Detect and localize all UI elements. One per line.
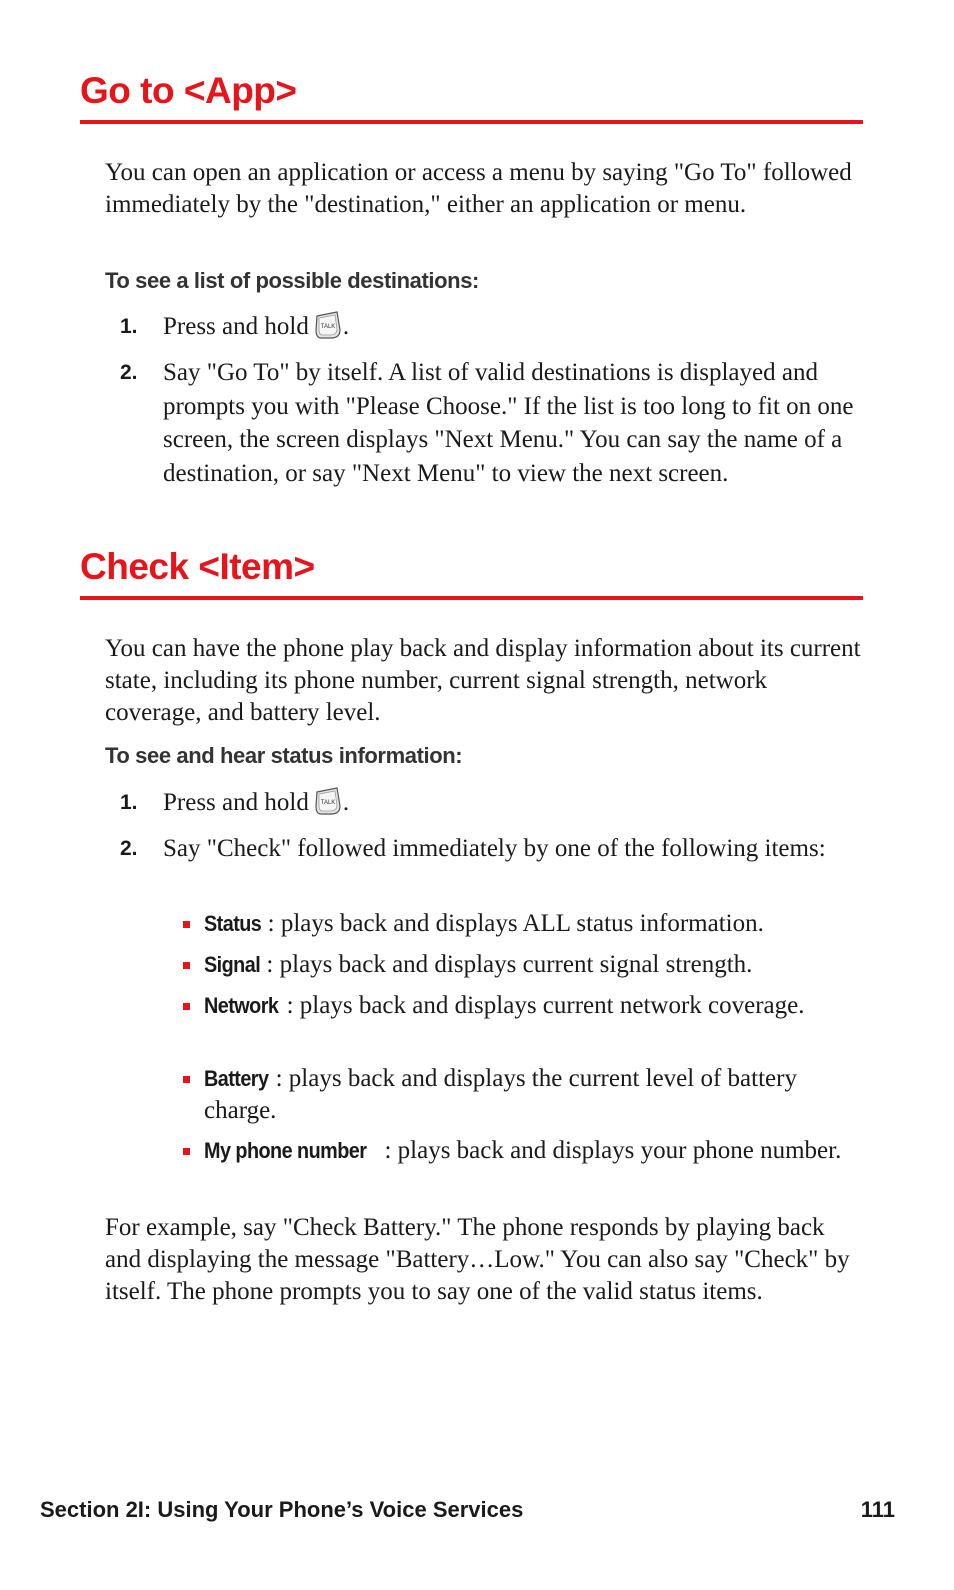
status-item-text [204, 990, 865, 1022]
status-item-desc: : plays back and displays your phone number. [384, 1137, 842, 1164]
status-item-desc: : plays back and displays current network coverage. [286, 992, 805, 1019]
step-text [163, 310, 865, 344]
step-text: Say "Go To" by itself. A list of valid destinations is displayed and prompts you with "Please Choose." If the list is too long to fit on one screen, the screen displays "Next Menu." You can say the name of a destination, or say "Next Menu" to view the next screen. [163, 359, 854, 487]
step-text [163, 786, 865, 820]
section-title-rule [80, 120, 863, 124]
procedure-subhead: To see a list of possible destinations: [105, 268, 479, 293]
status-item-desc: : plays back and displays ALL status information. [267, 910, 764, 937]
step-number: 1. [120, 791, 138, 814]
status-item [183, 949, 865, 981]
svg-text:TALK: TALK [320, 800, 336, 806]
step-item [120, 832, 865, 866]
section-intro: You can open an application or access a menu by saying "Go To" followed immediately by the "destination," either an application or menu. [105, 159, 852, 218]
talk-key-icon [313, 786, 343, 816]
step-item [120, 356, 865, 490]
section-intro: You can have the phone play back and display information about its current state, including its phone number, current signal strength, network coverage, and battery level. [105, 635, 861, 726]
section-title-go-to-app: Go to <App> [80, 70, 297, 111]
bullet-square-icon [183, 962, 190, 969]
status-item-term: Signal [204, 952, 261, 977]
status-item-text [204, 1135, 865, 1167]
status-item-term: Status [204, 911, 262, 936]
procedure-subhead: To see and hear status information: [105, 743, 463, 768]
talk-key-icon [313, 310, 343, 340]
bullet-square-icon [183, 1076, 190, 1083]
status-item-desc: : plays back and displays current signal strength. [266, 951, 753, 978]
bullet-square-icon [183, 921, 190, 928]
status-item [183, 1063, 865, 1127]
step-text-main: Press and hold [163, 313, 309, 340]
step-text-period: . [342, 313, 350, 340]
step-text-period: . [342, 789, 350, 816]
step-item [120, 786, 865, 820]
svg-text:TALK: TALK [320, 324, 336, 330]
step-text-main: Press and hold [163, 789, 309, 816]
status-item-text [204, 908, 865, 940]
section-title-rule [80, 596, 863, 600]
footer-section-title: Section 2I: Using Your Phone’s Voice Services [40, 1497, 524, 1522]
example-paragraph: For example, say "Check Battery." The phone responds by playing back and displaying the message "Battery…Low." You can also say "Check" by itself. The phone prompts you to say one of the valid status items. [105, 1214, 850, 1305]
bullet-square-icon [183, 1148, 190, 1155]
status-item-text [204, 1063, 865, 1127]
step-text: Say "Check" followed immediately by one of the following items: [163, 835, 826, 862]
section-title-check-item: Check <Item> [80, 546, 315, 587]
step-number: 2. [120, 837, 138, 860]
bullet-square-icon [183, 1003, 190, 1010]
step-number: 1. [120, 315, 138, 338]
status-item [183, 908, 865, 940]
page-number: 111 [860, 1497, 895, 1522]
status-item-desc: : plays back and displays the current level of battery charge. [204, 1065, 797, 1124]
step-item [120, 310, 865, 344]
status-item-text [204, 949, 865, 981]
step-number: 2. [120, 361, 138, 384]
status-item [183, 1135, 865, 1167]
status-item-term: My phone number [204, 1138, 367, 1163]
status-item-term: Battery [204, 1066, 269, 1091]
status-item-term: Network [204, 993, 279, 1018]
status-item [183, 990, 865, 1022]
